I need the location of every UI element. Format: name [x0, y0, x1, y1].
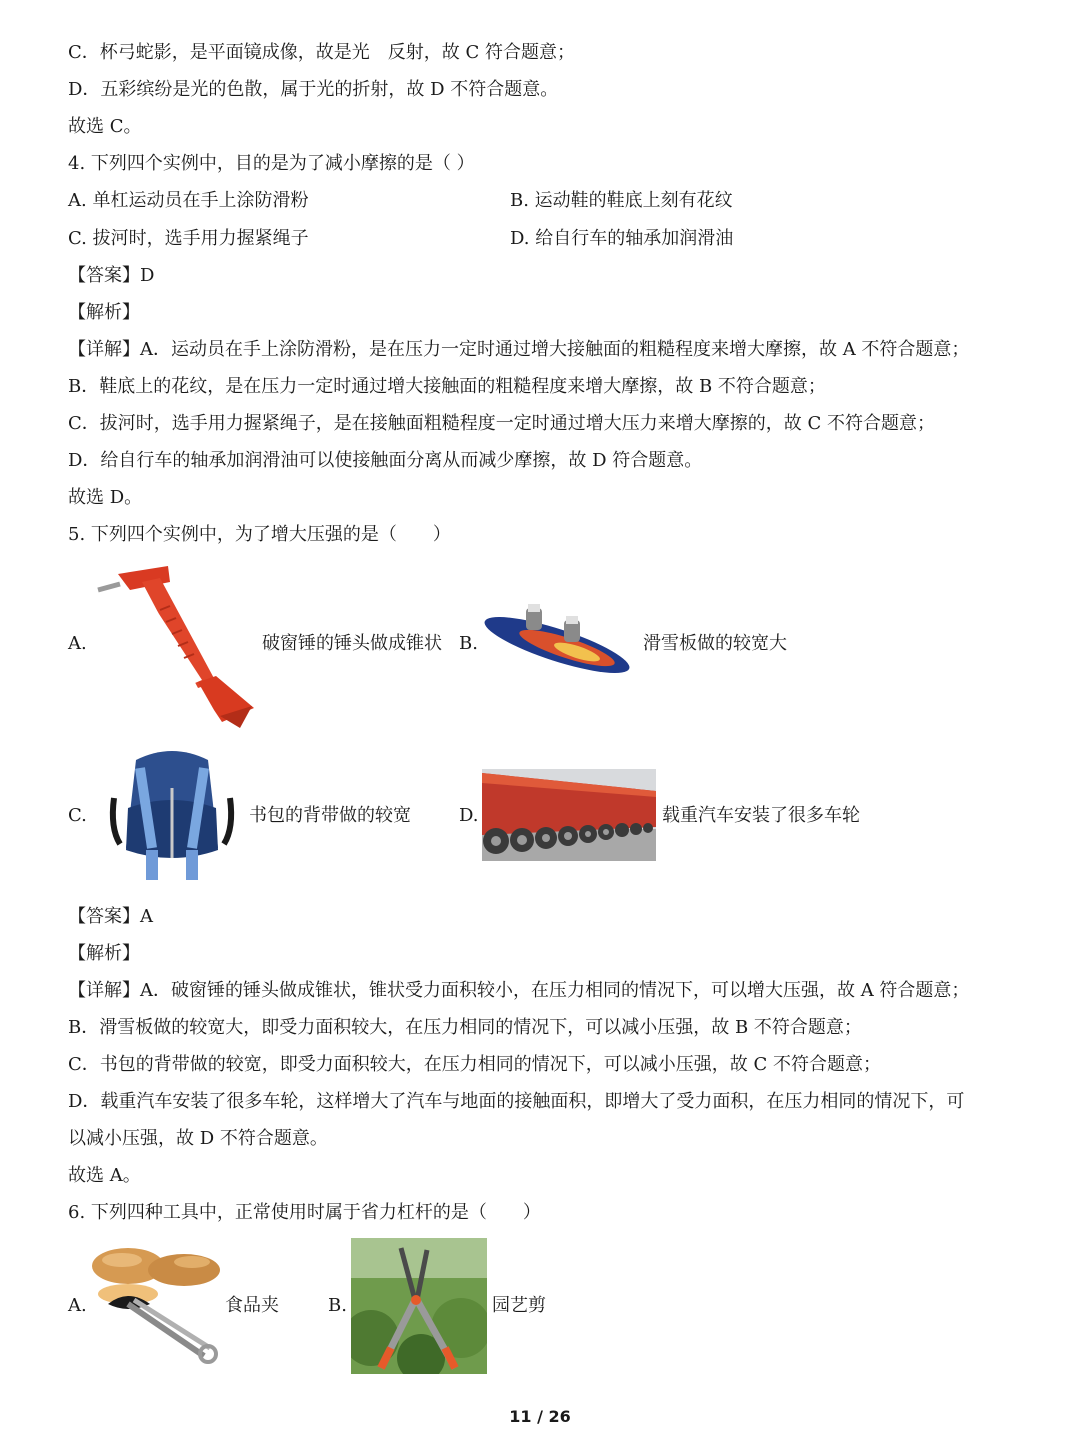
q5-analysis: 【解析】 [68, 943, 140, 964]
q5-option-b-letter: B. [459, 633, 478, 654]
q6-stem: 6. 下列四种工具中，正常使用时属于省力杠杆的是（ ） [68, 1202, 541, 1223]
backpack-image [106, 748, 238, 886]
q6-option-b-text: 园艺剪 [492, 1295, 546, 1316]
q4-choose: 故选 D。 [68, 487, 143, 508]
q5-option-d-text: 载重汽车安装了很多车轮 [662, 805, 860, 826]
q5-detail-a: 【详解】A．破窗锤的锤头做成锥状，锥状受力面积较小，在压力相同的情况下，可以增大压强，故 A 符合题意； [68, 980, 970, 1001]
q5-choose: 故选 A。 [68, 1165, 141, 1186]
q5-answer: 【答案】A [68, 906, 153, 927]
q4-detail-c: C．拔河时，选手用力握紧绳子，是在接触面粗糙程度一定时通过增大压力来增大摩擦的，故 C 不符合题意； [68, 413, 935, 434]
q5-detail-d: D．载重汽车安装了很多车轮，这样增大了汽车与地面的接触面积，即增大了受力面积，在压力相同的情况下，可 [68, 1091, 965, 1112]
food-tongs-image [88, 1244, 222, 1370]
q4-option-a: A. 单杠运动员在手上涂防滑粉 [68, 190, 309, 211]
prev-option-c: C．杯弓蛇影，是平面镜成像，故是光 反射，故 C 符合题意； [68, 42, 575, 63]
q4-option-c: C. 拔河时，选手用力握紧绳子 [68, 228, 309, 249]
q5-option-c-text: 书包的背带做的较宽 [249, 805, 411, 826]
snowboard-image [482, 590, 632, 690]
q5-option-b-text: 滑雪板做的较宽大 [643, 633, 787, 654]
truck-image [482, 769, 656, 861]
prev-option-d: D．五彩缤纷是光的色散，属于光的折射，故 D 不符合题意。 [68, 79, 559, 100]
q5-option-c-letter: C. [68, 805, 87, 826]
q4-analysis: 【解析】 [68, 302, 140, 323]
q5-detail-b: B．滑雪板做的较宽大，即受力面积较大，在压力相同的情况下，可以减小压强，故 B 不符合题意； [68, 1017, 862, 1038]
q5-detail-d-cont: 以减小压强，故 D 不符合题意。 [68, 1128, 328, 1149]
garden-shears-image [351, 1238, 487, 1374]
q5-stem: 5. 下列四个实例中，为了增大压强的是（ ） [68, 524, 451, 545]
hammer-image [90, 560, 260, 730]
q4-option-b: B. 运动鞋的鞋底上刻有花纹 [510, 190, 733, 211]
q4-option-d: D. 给自行车的轴承加润滑油 [510, 228, 734, 249]
q4-stem: 4. 下列四个实例中，目的是为了减小摩擦的是（ ） [68, 153, 475, 174]
q4-detail-b: B．鞋底上的花纹，是在压力一定时通过增大接触面的粗糙程度来增大摩擦，故 B 不符合题意； [68, 376, 826, 397]
q6-option-a-letter: A. [68, 1295, 87, 1316]
q5-option-a-letter: A. [68, 633, 87, 654]
q4-detail-a: 【详解】A．运动员在手上涂防滑粉，是在压力一定时通过增大接触面的粗糙程度来增大摩擦，故 A 不符合题意； [68, 339, 970, 360]
q4-detail-d: D．给自行车的轴承加润滑油可以使接触面分离从而减少摩擦，故 D 符合题意。 [68, 450, 703, 471]
q5-option-a-text: 破窗锤的锤头做成锥状 [262, 633, 442, 654]
q4-answer: 【答案】D [68, 265, 155, 286]
q5-option-d-letter: D. [459, 805, 479, 826]
q6-option-b-letter: B. [328, 1295, 347, 1316]
page-number: 11 / 26 [509, 1407, 571, 1426]
prev-choose: 故选 C。 [68, 116, 142, 137]
q6-option-a-text: 食品夹 [225, 1295, 279, 1316]
q5-detail-c: C．书包的背带做的较宽，即受力面积较大，在压力相同的情况下，可以减小压强，故 C 不符合题意； [68, 1054, 881, 1075]
